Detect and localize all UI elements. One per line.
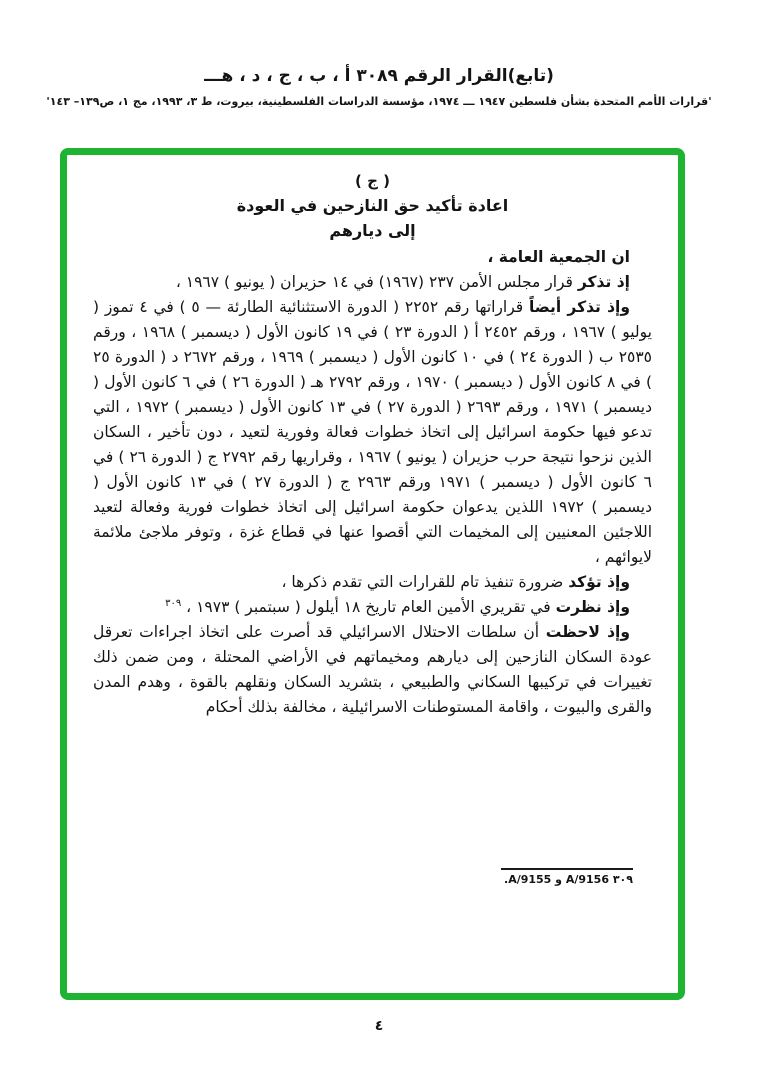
footnote-reference: ٣٠٩ bbox=[165, 597, 182, 609]
section-title-line-2: إلى ديارهم bbox=[329, 221, 416, 240]
footnote-text: ٣٠٩ A/9156 و A/9155. bbox=[504, 873, 633, 886]
resolution-body bbox=[67, 155, 678, 720]
paragraph-text: ضرورة تنفيذ تام للقرارات التي تقدم ذكرها ، bbox=[281, 573, 569, 591]
resolution-title: (تابع)القرار الرقم ٣٠٨٩ أ ، ب ، ج ، د ، هـــ bbox=[204, 66, 554, 86]
paragraph-lead: إذ تذكر bbox=[577, 273, 630, 291]
page-number: ٤ bbox=[374, 1018, 384, 1034]
document-frame bbox=[60, 148, 685, 1000]
preamble-paragraph-3 bbox=[93, 570, 652, 595]
paragraph-text: أن سلطات الاحتلال الاسرائيلي قد أصرت على اتخاذ اجراءات تعرقل عودة السكان النازحين إلى ديارهم ومخيماتهم في الأراضي المحتلة ، ومن ضمن ذلك تغييرات في تركيبها السكاني والطبيعي ، بتشريد السكان ونقلهم بالقوة ، وهدم المدن والقرى والبيوت ، واقامة المستوطنات الاسرائيلية ، مخالفة بذلك أحكام bbox=[93, 623, 652, 716]
footnote-divider bbox=[501, 868, 633, 870]
preamble-paragraph-1 bbox=[93, 270, 652, 295]
paragraph-lead: وإذ لاحظت bbox=[545, 623, 630, 641]
section-label: ( ج ) bbox=[355, 172, 390, 190]
paragraph-text: قراراتها رقم ٢٢٥٢ ( الدورة الاستثنائية الطارئة — ٥ ) في ٤ تموز ( يوليو ) ١٩٦٧ ، ورقم ٢٤٥٢ أ ( الدورة ٢٣ ) في ١٩ كانون الأول ( ديسمبر ) ١٩٦٨ ، ورقم ٢٥٣٥ ب ( الدورة ٢٤ ) في ١٠ كانون الأول ( ديسمبر ) ١٩٦٩ ، ورقم ٢٦٧٢ د ( الدورة ٢٥ ) في ٨ كانون الأول ( ديسمبر ) ١٩٧٠ ، ورقم ٢٧٩٢ هـ ( الدورة ٢٦ ) في ٦ كانون الأول ( ديسمبر ) ١٩٧١ ، ورقم ٢٦٩٣ ( الدورة ٢٧ ) في ١٣ كانون الأول ( ديسمبر ) ١٩٧٢ ، التي تدعو فيها حكومة اسرائيل إلى اتخاذ خطوات فعالة وفورية لتعيد ، دون تأخير ، السكان الذين نزحوا نتيجة حرب حزيران ( يونيو ) ١٩٦٧ ، وقراريها رقم ٢٧٩٢ ج ( الدورة ٢٦ ) في ٦ كانون الأول ( ديسمبر ) ١٩٧١ ورقم ٢٩٦٣ ج ( الدورة ٢٧ ) في ١٣ كانون الأول ( ديسمبر ) ١٩٧٢ اللذين يدعوان حكومة اسرائيل إلى اتخاذ خطوات فورية وفعالة لتعيد اللاجئين المعنيين إلى المخيمات التي أقصوا عنها في قطاع غزة ، وتوفر ملاجئ ملائمة لايوائهم ، bbox=[93, 298, 653, 566]
preamble-paragraph-4 bbox=[93, 595, 652, 620]
general-assembly-line: ان الجمعية العامة ، bbox=[487, 248, 630, 266]
document-header bbox=[0, 66, 758, 108]
paragraph-text: قرار مجلس الأمن ٢٣٧ (١٩٦٧) في ١٤ حزيران ( يونيو ) ١٩٦٧ ، bbox=[175, 273, 578, 291]
paragraph-lead: وإذ نظرت bbox=[555, 598, 630, 616]
paragraph-lead: وإذ تؤكد bbox=[568, 573, 630, 591]
paragraph-text: في تقريري الأمين العام تاريخ ١٨ أيلول ( سبتمبر ) ١٩٧٣ ، bbox=[181, 598, 556, 616]
source-citation-line: 'قرارات الأمم المتحدة بشأن فلسطين ١٩٤٧ ـــ ١٩٧٤، مؤسسة الدراسات الفلسطينية، بيروت، ط ٣، ١٩٩٣، مج ١، ص١٣٩– ١٤٣' bbox=[46, 95, 712, 108]
section-title-line-1: اعادة تأكيد حق النازحين في العودة bbox=[236, 196, 509, 215]
paragraph-lead: وإذ تذكر أيضاً bbox=[528, 298, 631, 316]
preamble-paragraph-2 bbox=[93, 295, 652, 570]
preamble-paragraph-5 bbox=[93, 620, 652, 720]
footnote-block bbox=[428, 868, 633, 886]
